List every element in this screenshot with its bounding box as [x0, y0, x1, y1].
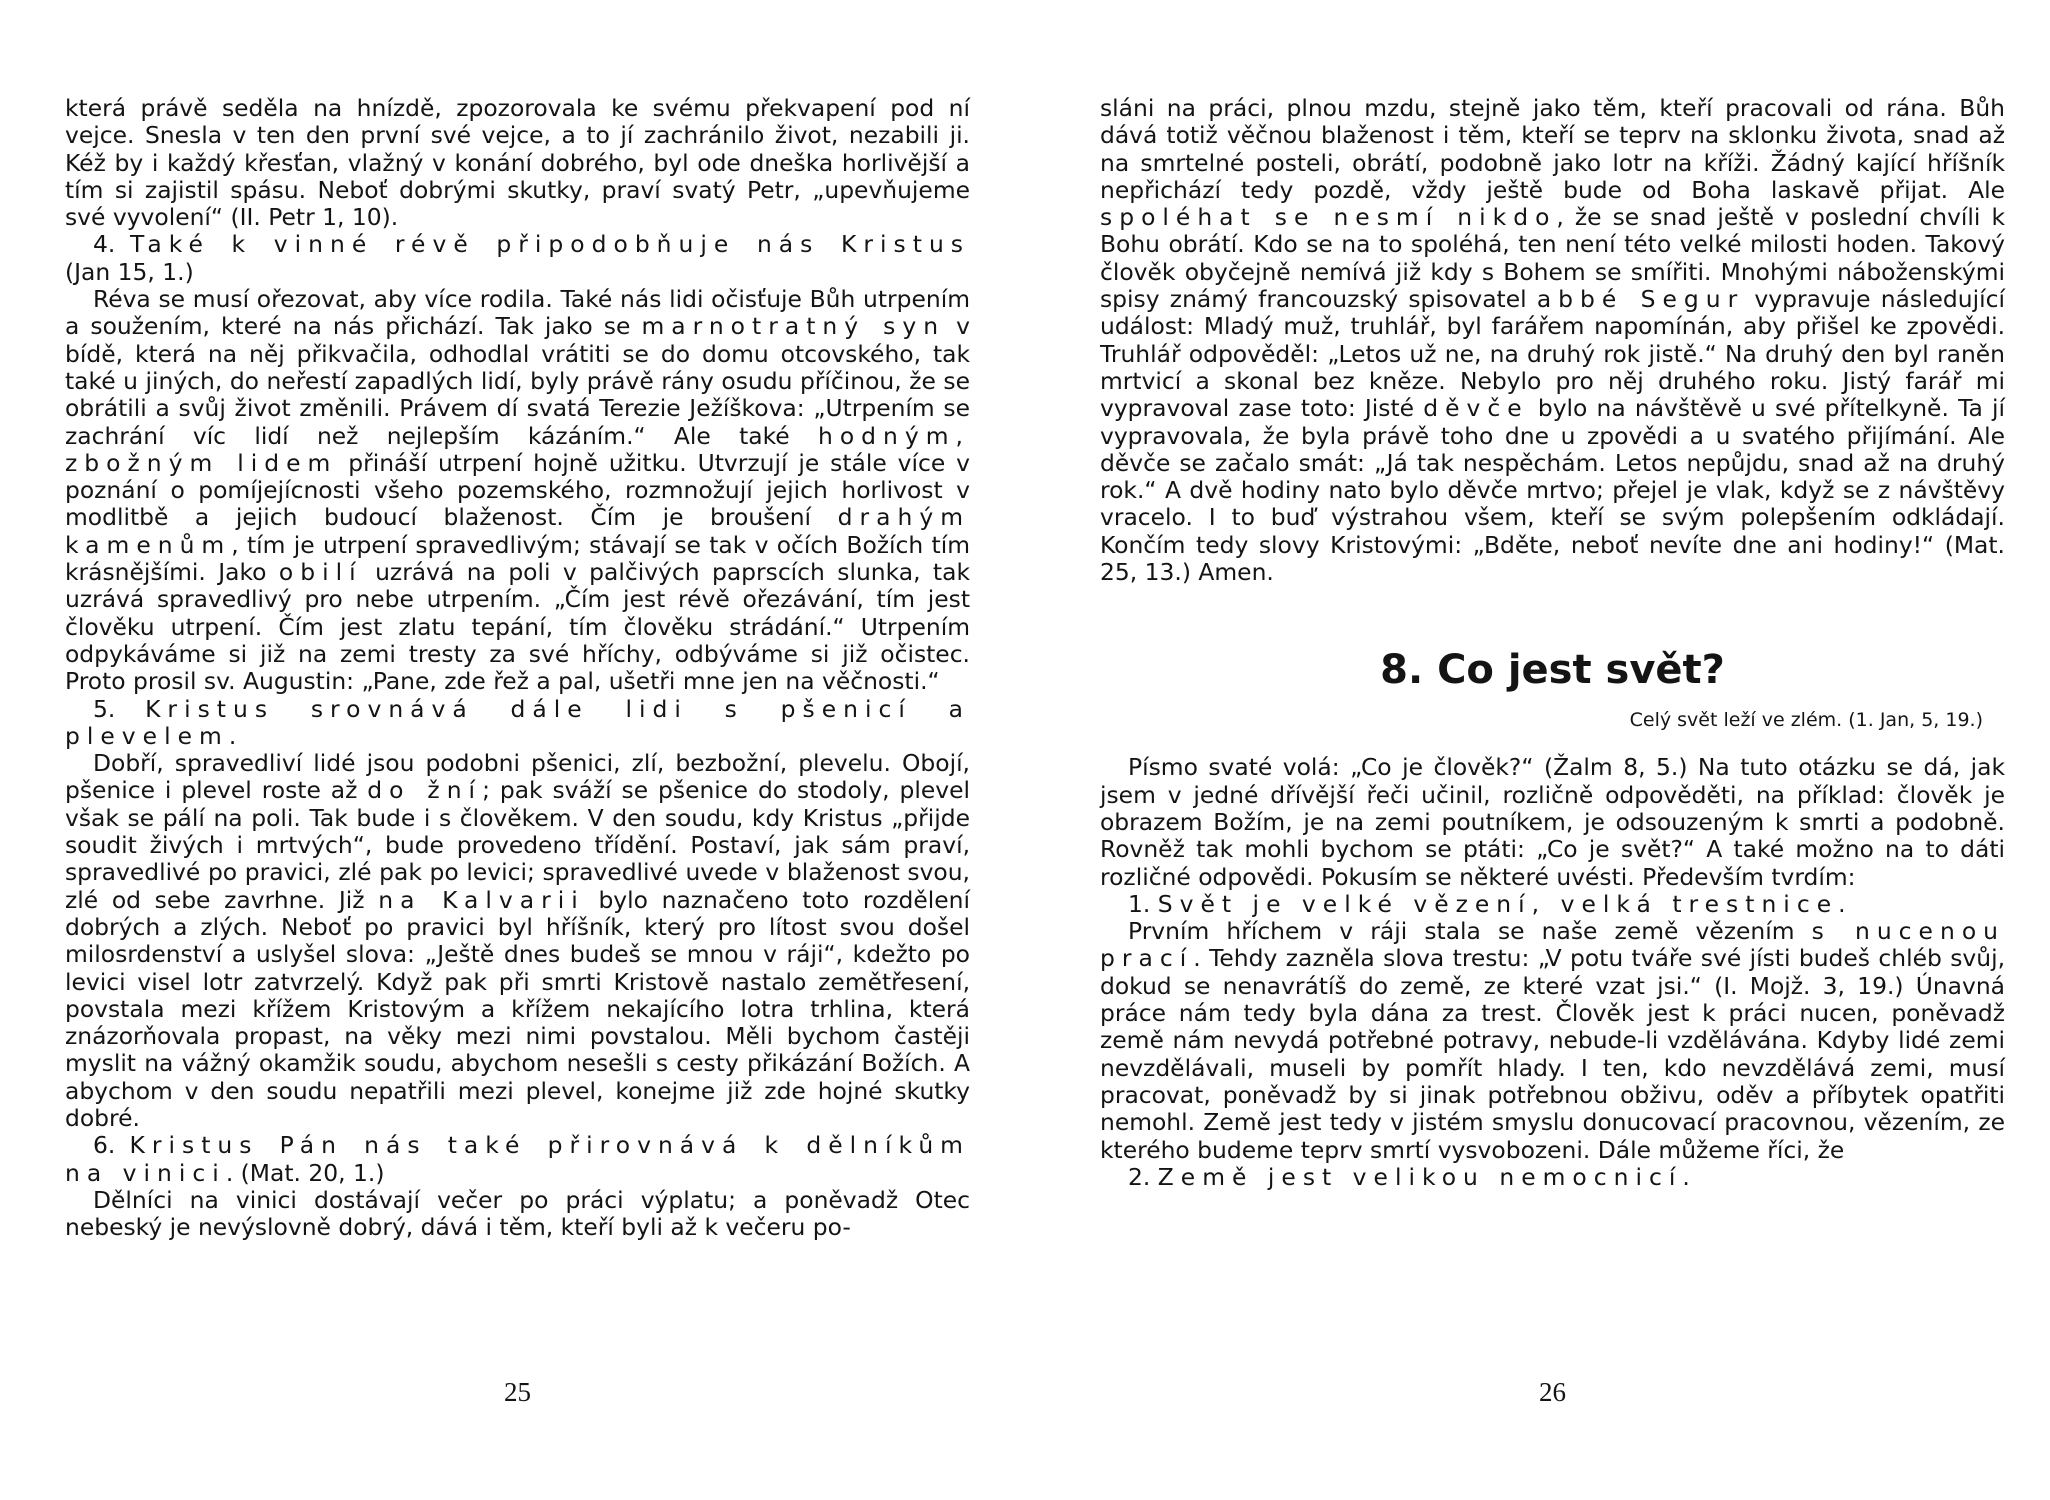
- spaced-emphasis: marnotratný syn: [641, 312, 946, 341]
- paragraph: [1100, 1164, 2005, 1191]
- spaced-emphasis: spoléhat se nesmí nikdo: [1100, 203, 1557, 232]
- paragraph: [1100, 891, 2005, 918]
- text-run: Prvním hříchem v ráji stala se naše země vězením: [1128, 917, 1812, 946]
- paragraph: [65, 1187, 970, 1242]
- text-run: , tím je utrpení spravedlivým; stávají se tak v očích Božích tím krásnějšími. Jako: [65, 530, 970, 587]
- spaced-emphasis: děvče: [1423, 394, 1529, 423]
- text-run: v bídě, která na něj přikvačila, odhodlal vrátiti se do domu otcovského, tak také u jiných, do neřestí zapadlých lidí, byly právě rány osudu příčinou, že se obrátili a svůj život změnili. Právem dí svatá Terezie Ježíškova: „Utrpením se zachrání víc lidí než nejlepším kázáním.“ Ale také: [65, 312, 970, 450]
- spaced-emphasis: obilí: [278, 558, 363, 587]
- paragraph: [1100, 918, 2005, 1164]
- spaced-emphasis: drahým kamenům: [65, 503, 970, 559]
- text-run: 5.: [93, 694, 146, 723]
- page-number-right: 26: [1539, 1377, 1566, 1407]
- spaced-emphasis: abbé Segur: [1536, 285, 1745, 314]
- text-run: která právě seděla na hnízdě, zpozorovala ke svému překvapení pod ní vejce. Snesla v ten den první své vejce, a to jí zachránilo život, nezabili ji. Kéž by i každý křesťan, vlažný v konání dobrého, byl ode dneška horlivější a tím si zajistil spásu. Neboť dobrými skutky, praví svatý Petr, „upevňujeme své vyvolení“ (II. Petr 1, 10).: [65, 94, 970, 232]
- text-run: Dělníci na vinici dostávají večer po práci výplatu; a poněvadž Otec nebeský je nevýslovně dobrý, dává i těm, kteří byli až k večeru po-: [65, 1185, 970, 1242]
- text-run: , že se snad ještě v poslední chvíli k Bohu obrátí. Kdo se na to spoléhá, ten není této velké milosti hoden. Takový člověk obyčejně nemívá již kdy s Bohem se smířiti. Mnohými náboženskými spisy známý francouzský spisovatel: [1100, 203, 2006, 314]
- text-run: přináší utrpení hojně užitku. Utvrzují je stále více v poznání o pomíjejícnosti všeho pozemského, rozmnožují jejich horlivost v modlitbě a jejich budoucí blaženost. Čím je broušení: [65, 448, 970, 532]
- text-run: 4.: [93, 230, 130, 259]
- text-run: Réva se musí ořezovat, aby více rodila. Také nás lidi očisťuje Bůh utrpením a soužením, které na nás přichází. Tak jako se: [65, 285, 970, 341]
- spaced-emphasis: Země jest velikou nemocnicí: [1157, 1162, 1683, 1191]
- text-run: 2.: [1128, 1162, 1158, 1191]
- chapter-title: 8. Co jest svět?: [1380, 647, 1725, 694]
- text-run: vypravuje následující událost: Mladý muž, truhlář, byl farářem napomínán, aby přišel ke zpovědi. Truhlář odpověděl: „Letos už ne, na druhý rok jistě.“ Na druhý den byl raněn mrtvicí a skonal bez kněze. Nebylo pro něj druhého roku. Jistý farář mi vypravoval zase toto: Jisté: [1100, 285, 2005, 423]
- spaced-emphasis: na Kalvarii: [378, 885, 585, 914]
- paragraph: [65, 286, 970, 695]
- text-run: bylo na návštěvě u své přítelkyně. Ta jí vypravovala, že byla právě toho dne u zpovědi a u svatého přijímání. Ale děvče se začalo smát: „Já tak nespěchám. Letos nepůjdu, snad až na druhý rok.“ A dvě hodiny nato bylo děvče mrtvo; přejel je vlak, když se z návštěvy vracelo. I to buď výstrahou všem, kteří se svým polepšením odkládají. Končím tedy slovy Kristovými: „Bděte, neboť nevíte dne ani hodiny!“ (Mat. 25, 13.) Amen.: [1100, 394, 2006, 587]
- page-number-left: 25: [504, 1377, 531, 1407]
- paragraph: [65, 696, 970, 751]
- text-run: Dobří, spravedliví lidé jsou podobni pšenici, zlí, bezbožní, plevelu. Obojí, pšenice i plevel roste až: [65, 749, 970, 805]
- paragraph: [65, 750, 970, 1132]
- spaced-emphasis: Kristus srovnává dále lidi s pšenicí a plevelem: [65, 694, 970, 750]
- spaced-emphasis: Svět je velké vězení, velká trestnice: [1157, 889, 1839, 918]
- right-page-text-bottom: [1100, 754, 2005, 1191]
- text-run: bylo naznačeno toto rozdělení dobrých a zlých. Neboť po pravici byl hříšník, který pro lítost svou došel milosrdenství a uslyšel slova: „Ještě dnes budeš se mnou v ráji“, kdežto po levici visel lotr zatvrzelý. Když pak při smrti Kristově nastalo zemětřesení, povstala mezi křížem Kristovým a křížem nekajícího lotra trhlina, která znázorňovala propast, na věky mezi nimi povstalou. Měli bychom častěji myslit na vážný okamžik soudu, abychom nesešli s cesty přikázání Božích. A abychom v den soudu nepatřili mezi plevel, konejme již zde hojné skutky dobré.: [65, 885, 971, 1132]
- spaced-emphasis: do žní: [367, 776, 483, 805]
- left-page: [65, 95, 970, 1475]
- text-run: 1.: [1128, 889, 1158, 918]
- spaced-emphasis: Také k vinné révě připodobňuje nás Kristus: [129, 230, 970, 259]
- paragraph: [65, 95, 970, 231]
- text-run: . (Mat. 20, 1.): [225, 1158, 385, 1187]
- spaced-emphasis: Kristus Pán nás také přirovnává k dělníkům na vinici: [65, 1131, 970, 1187]
- text-run: .: [1682, 1162, 1690, 1191]
- right-page-text-top: [1100, 95, 2005, 586]
- paragraph: [1100, 95, 2005, 586]
- spaced-emphasis: s nucenou prací: [1100, 917, 2005, 973]
- chapter-motto: Celý svět leží ve zlém. (1. Jan, 5, 19.): [1629, 709, 1983, 732]
- paragraph: [65, 1132, 970, 1187]
- text-run: sláni na práci, plnou mzdu, stejně jako těm, kteří pracovali od rána. Bůh dává totiž věčnou blaženost i těm, kteří se teprv na sklonku života, snad až na smrtelné posteli, obrátí, podobně jako lotr na kříži. Žádný kající hříšník nepřichází tedy pozdě, vždy ještě bude od Boha laskavě přijat. Ale: [1100, 94, 2005, 204]
- text-run: 6.: [93, 1131, 130, 1160]
- text-run: (Jan 15, 1.): [65, 257, 194, 286]
- text-run: ; pak sváží se pšenice do stodoly, plevel však se pálí na poli. Tak bude i s člověkem. V den soudu, kdy Kristus „přijde soudit živých i mrtvých“, bude provedeno třídění. Postaví, jak sám praví, spravedlivé po pravici, zlé pak po levici; spravedlivé uvede v blaženost svou, zlé od sebe zavrhne. Již: [65, 776, 970, 914]
- text-run: . Tehdy zazněla slova trestu: „V potu tváře své jísti budeš chléb svůj, dokud se nenavrátíš do země, ze které vzat jsi.“ (I. Mojž. 3, 19.) Únavná práce nám tedy byla dána za trest. Člověk jest k práci nucen, poněvadž země nám nevydá potřebné potravy, nebude-li vzdělávána. Kdyby lidé zemi nevzdělávali, museli by pomřít hlady. I ten, kdo nevzdělává zemi, musí pracovat, poněvadž by si jinak potřebnou obživu, oděv a příbytek opatřiti nemohl. Země jest tedy v jistém smyslu donucovací pracovnou, vězením, ze kterého budeme teprv smrtí vysvobozeni. Dále můžeme říci, že: [1100, 944, 2005, 1164]
- text-run: Písmo svaté volá: „Co je člověk?“ (Žalm 8, 5.) Na tuto otázku se dá, jak jsem v jedné dřívější řeči učinil, rozličně odpověděti, na příklad: člověk je obrazem Božím, je na zemi poutníkem, je odsouzeným k smrti a podobně. Rovněž tak mohli bychom se ptáti: „Co je svět?“ A také možno na to dáti rozličné odpovědi. Pokusím se některé uvésti. Především tvrdím:: [1100, 753, 2005, 891]
- right-page: [1100, 95, 2005, 1475]
- spaced-emphasis: hodným, zbožným lidem: [65, 421, 970, 477]
- text-run: .: [228, 721, 237, 750]
- text-run: uzrává na poli v palčivých paprscích slunka, tak uzrává spravedlivý pro nebe utrpením. „Čím jest révě ořezávání, tím jest člověku utrpení. Čím jest zlatu tepání, tím člověku strádání.“ Utrpením odpykáváme si již na zemi tresty za své hříchy, odbýváme si již očistec. Proto prosil sv. Augustin: „Pane, zde řež a pal, ušetři mne jen na věčnosti.“: [65, 558, 970, 696]
- left-page-text: [65, 95, 970, 1241]
- paragraph: [65, 231, 970, 286]
- text-run: .: [1838, 889, 1846, 918]
- paragraph: [1100, 754, 2005, 890]
